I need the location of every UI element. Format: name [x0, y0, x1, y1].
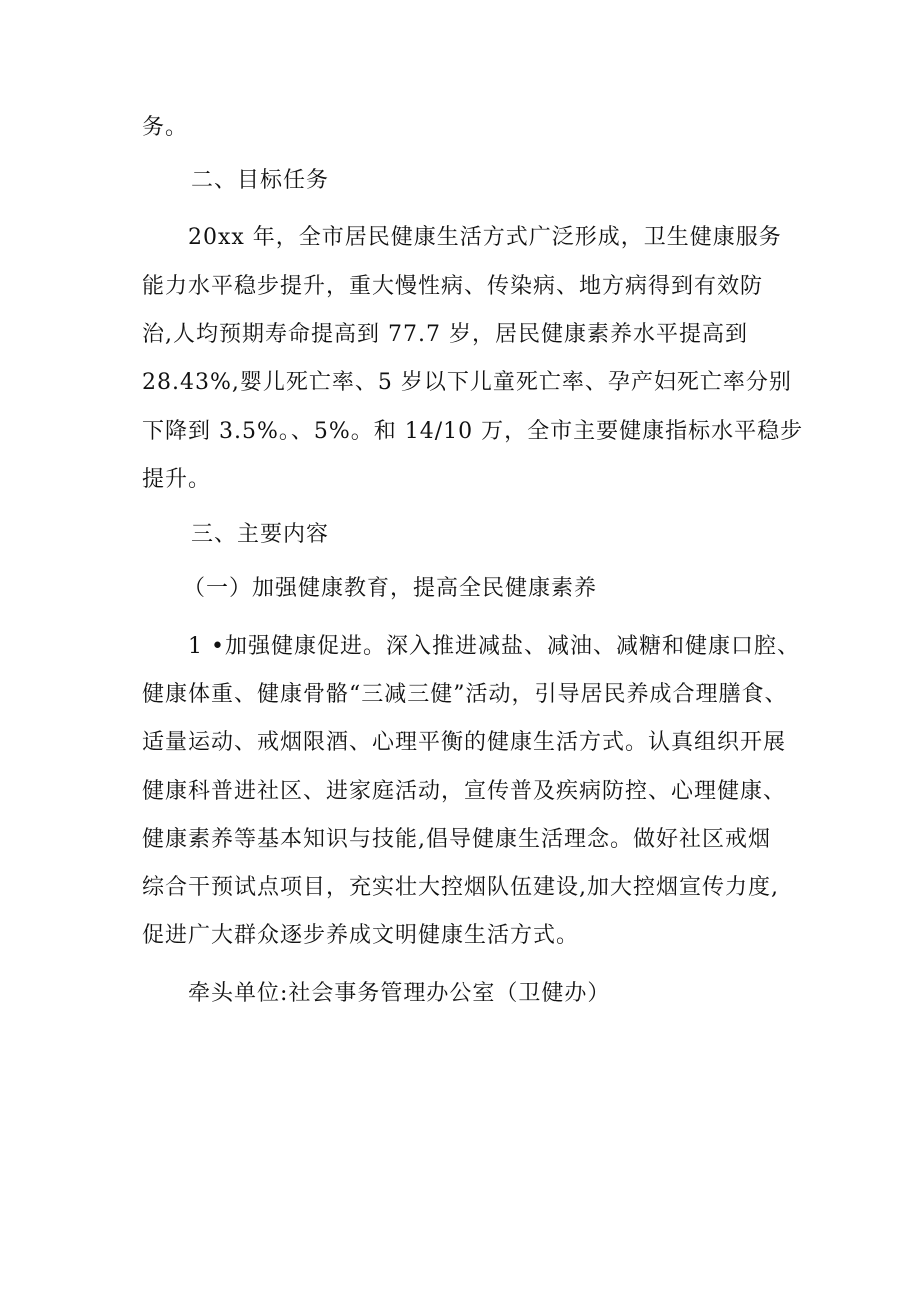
lead-unit-line: 牵头单位:社会事务管理办公室（卫健办） — [188, 981, 611, 1006]
text-line-continuation: 务。 — [142, 115, 189, 140]
text-line: 下降到 3.5%。、5%。和 14/10 万，全市主要健康指标水平稳步 — [142, 419, 804, 444]
text-line: 提升。 — [142, 467, 212, 492]
text-line: 1 •加强健康促进。深入推进减盐、减油、减糖和健康口腔、 — [188, 634, 800, 659]
text-line: 综合干预试点项目，充实壮大控烟队伍建设,加大控烟宣传力度, — [142, 875, 779, 900]
text-line: 28.43%,婴儿死亡率、5 岁以下儿童死亡率、孕产妇死亡率分别 — [142, 370, 792, 395]
text-line: 能力水平稳步提升，重大慢性病、传染病、地方病得到有效防 — [142, 274, 764, 299]
text-line: 健康体重、健康骨骼“三减三健”活动，引导居民养成合理膳食、 — [142, 682, 788, 707]
text-line: 20xx 年，全市居民健康生活方式广泛形成，卫生健康服务 — [188, 225, 782, 250]
section-heading-content: 三、主要内容 — [191, 522, 330, 547]
text-line: 促进广大群众逐步养成文明健康生活方式。 — [142, 923, 580, 948]
text-line: 健康科普进社区、进家庭活动，宣传普及疾病防控、心理健康、 — [142, 779, 787, 804]
text-line: 适量运动、戒烟限酒、心理平衡的健康生活方式。认真组织开展 — [142, 730, 787, 755]
section-heading-goals: 二、目标任务 — [191, 168, 330, 193]
subsection-heading: （一）加强健康教育，提高全民健康素养 — [183, 576, 598, 601]
text-line: 健康素养等基本知识与技能,倡导健康生活理念。做好社区戒烟 — [142, 827, 771, 852]
text-line: 治,人均预期寿命提高到 77.7 岁，居民健康素养水平提高到 — [142, 322, 748, 347]
